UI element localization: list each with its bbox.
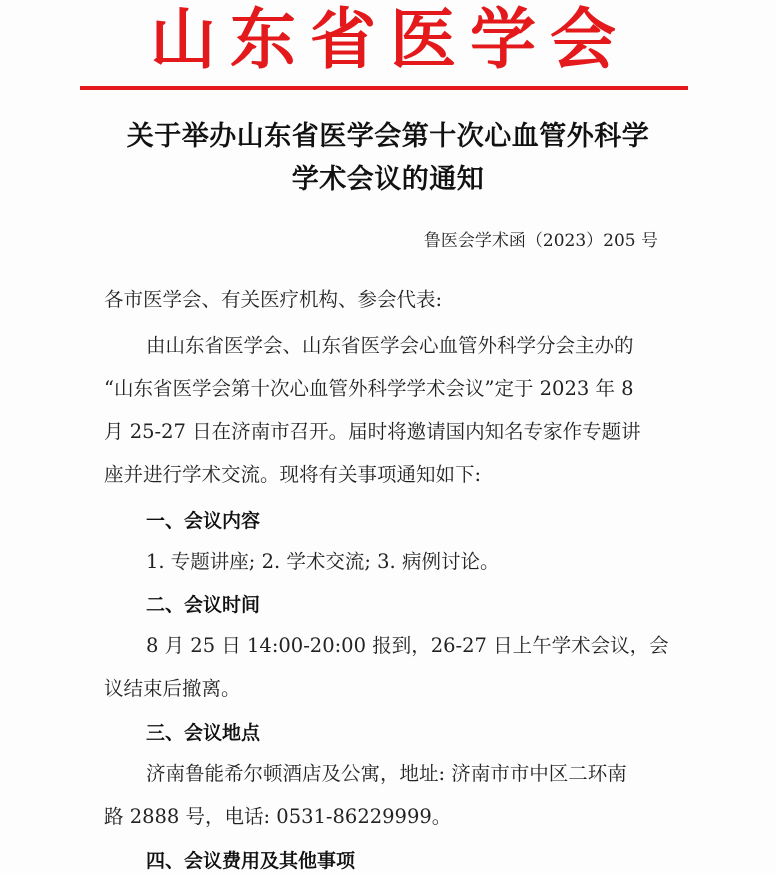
section-line: 8 月 25 日 14:00-20:00 报到，26-27 日上午学术会议，会 [146,634,669,657]
intro-line: 座并进行学术交流。现将有关事项通知如下: [104,463,482,486]
notice-title-line-2: 学术会议的通知 [291,164,485,195]
document-number: 鲁医会学术函（2023）205 号 [423,231,658,251]
intro-line: 月 25-27 日在济南市召开。届时将邀请国内知名专家作专题讲 [104,420,641,443]
masthead-red-rule [80,86,688,90]
salutation: 各市医学会、有关医疗机构、参会代表: [104,288,443,311]
section-line: 议结束后撤离。 [104,677,241,700]
section-line: 1. 专题讲座; 2. 学术交流; 3. 病例讨论。 [146,550,500,573]
masthead-org-name: 山东省医学会 [150,0,630,78]
section-heading: 四、会议费用及其他事项 [146,850,356,872]
notice-title-line-1: 关于举办山东省医学会第十次心血管外科学 [126,121,650,152]
section-heading: 一、会议内容 [146,510,261,532]
section-heading: 二、会议时间 [146,594,261,616]
section-line: 济南鲁能希尔顿酒店及公寓，地址: 济南市市中区二环南 [146,762,627,785]
intro-line: “山东省医学会第十次心血管外科学学术会议”定于 2023 年 8 [104,377,634,400]
intro-line: 由山东省医学会、山东省医学会心血管外科学分会主办的 [146,334,634,357]
section-heading: 三、会议地点 [146,722,261,744]
section-line: 路 2888 号，电话: 0531-86229999。 [104,805,452,828]
